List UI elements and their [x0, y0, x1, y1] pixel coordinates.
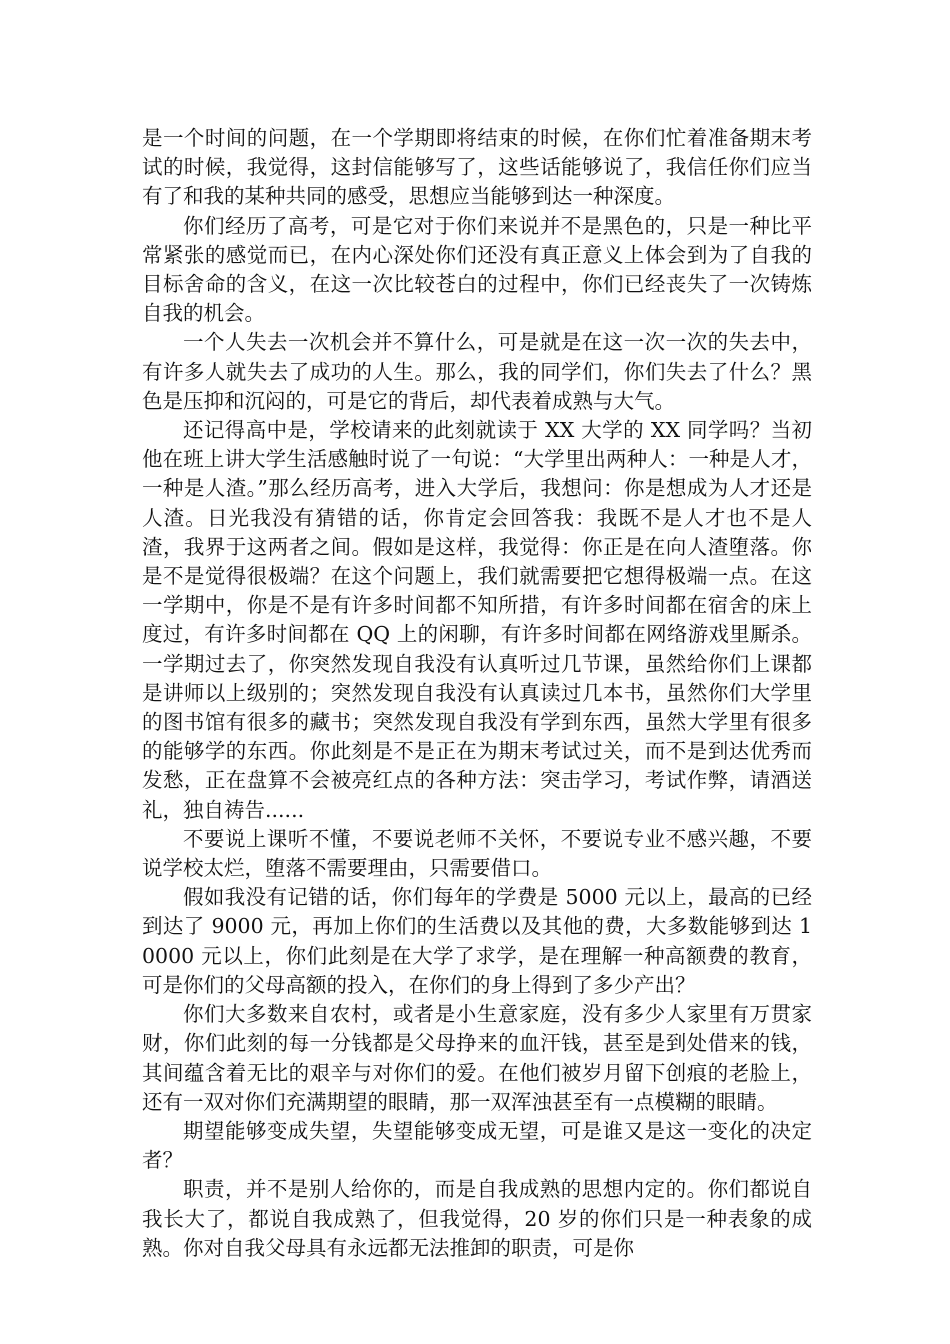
paragraph: 一个人失去一次机会并不算什么，可是就是在这一次一次的失去中，有许多人就失去了成功的人生。那么，我的同学们，你们失去了什么？黑色是压抑和沉闷的，可是它的背后，却代表着成熟与大气。 [142, 330, 812, 413]
paragraph: 职责，并不是别人给你的，而是自我成熟的思想内定的。你们都说自我长大了，都说自我成熟了，但我觉得，20 岁的你们只是一种表象的成熟。你对自我父母具有永远都无法推卸的职责，可是你 [142, 1177, 812, 1260]
document-body [142, 124, 812, 1263]
paragraph: 还记得高中是，学校请来的此刻就读于 XX 大学的 XX 同学吗？当初他在班上讲大学生活感触时说了一句说：“大学里出两种人：一种是人才，一种是人渣。”那么经历高考，进入大学后，我想问：你是想成为人才还是人渣。日光我没有猜错的话，你肯定会回答我：我既不是人才也不是人渣，我界于这两者之间。假如是这样，我觉得：你正是在向人渣堕落。你是不是觉得很极端？在这个问题上，我们就需要把它想得极端一点。在这一学期中，你是不是有许多时间都不知所措，有许多时间都在宿舍的床上度过，有许多时间都在 QQ 上的闲聊，有许多时间都在网络游戏里厮杀。一学期过去了，你突然发现自我没有认真听过几节课，虽然给你们上课都是讲师以上级别的；突然发现自我没有认真读过几本书，虽然你们大学里的图书馆有很多的藏书；突然发现自我没有学到东西，虽然大学里有很多的能够学的东西。你此刻是不是正在为期末考试过关，而不是到达优秀而发愁，正在盘算不会被亮红点的各种方法：突击学习，考试作弊，请酒送礼，独自祷告...... [142, 418, 812, 822]
paragraph-continuation: 是一个时间的问题，在一个学期即将结束的时候，在你们忙着准备期末考试的时候，我觉得，这封信能够写了，这些话能够说了，我信任你们应当有了和我的某种共同的感受，思想应当能够到达一种深度。 [142, 126, 812, 209]
paragraph: 假如我没有记错的话，你们每年的学费是 5000 元以上，最高的已经到达了 9000 元，再加上你们的生活费以及其他的费，大多数能够到达 10000 元以上，你们此刻是在大学了求学，是在理解一种高额费的教育，可是你们的父母高额的投入，在你们的身上得到了多少产出？ [142, 885, 812, 997]
paragraph: 你们经历了高考，可是它对于你们来说并不是黑色的，只是一种比平常紧张的感觉而已，在内心深处你们还没有真正意义上体会到为了自我的目标舍命的含义，在这一次比较苍白的过程中，你们已经丧失了一次铸炼自我的机会。 [142, 213, 812, 326]
paragraph: 期望能够变成失望，失望能够变成无望，可是谁又是这一变化的决定者？ [142, 1118, 812, 1173]
paragraph: 你们大多数来自农村，或者是小生意家庭，没有多少人家里有万贯家财，你们此刻的每一分钱都是父母挣来的血汗钱，甚至是到处借来的钱，其间蕴含着无比的艰辛与对你们的爱。在他们被岁月留下创痕的老脸上，还有一双对你们充满期望的眼睛，那一双浑浊甚至有一点模糊的眼睛。 [142, 1002, 812, 1114]
paragraph: 不要说上课听不懂，不要说老师不关怀，不要说专业不感兴趣，不要说学校太烂，堕落不需要理由，只需要借口。 [142, 826, 812, 881]
